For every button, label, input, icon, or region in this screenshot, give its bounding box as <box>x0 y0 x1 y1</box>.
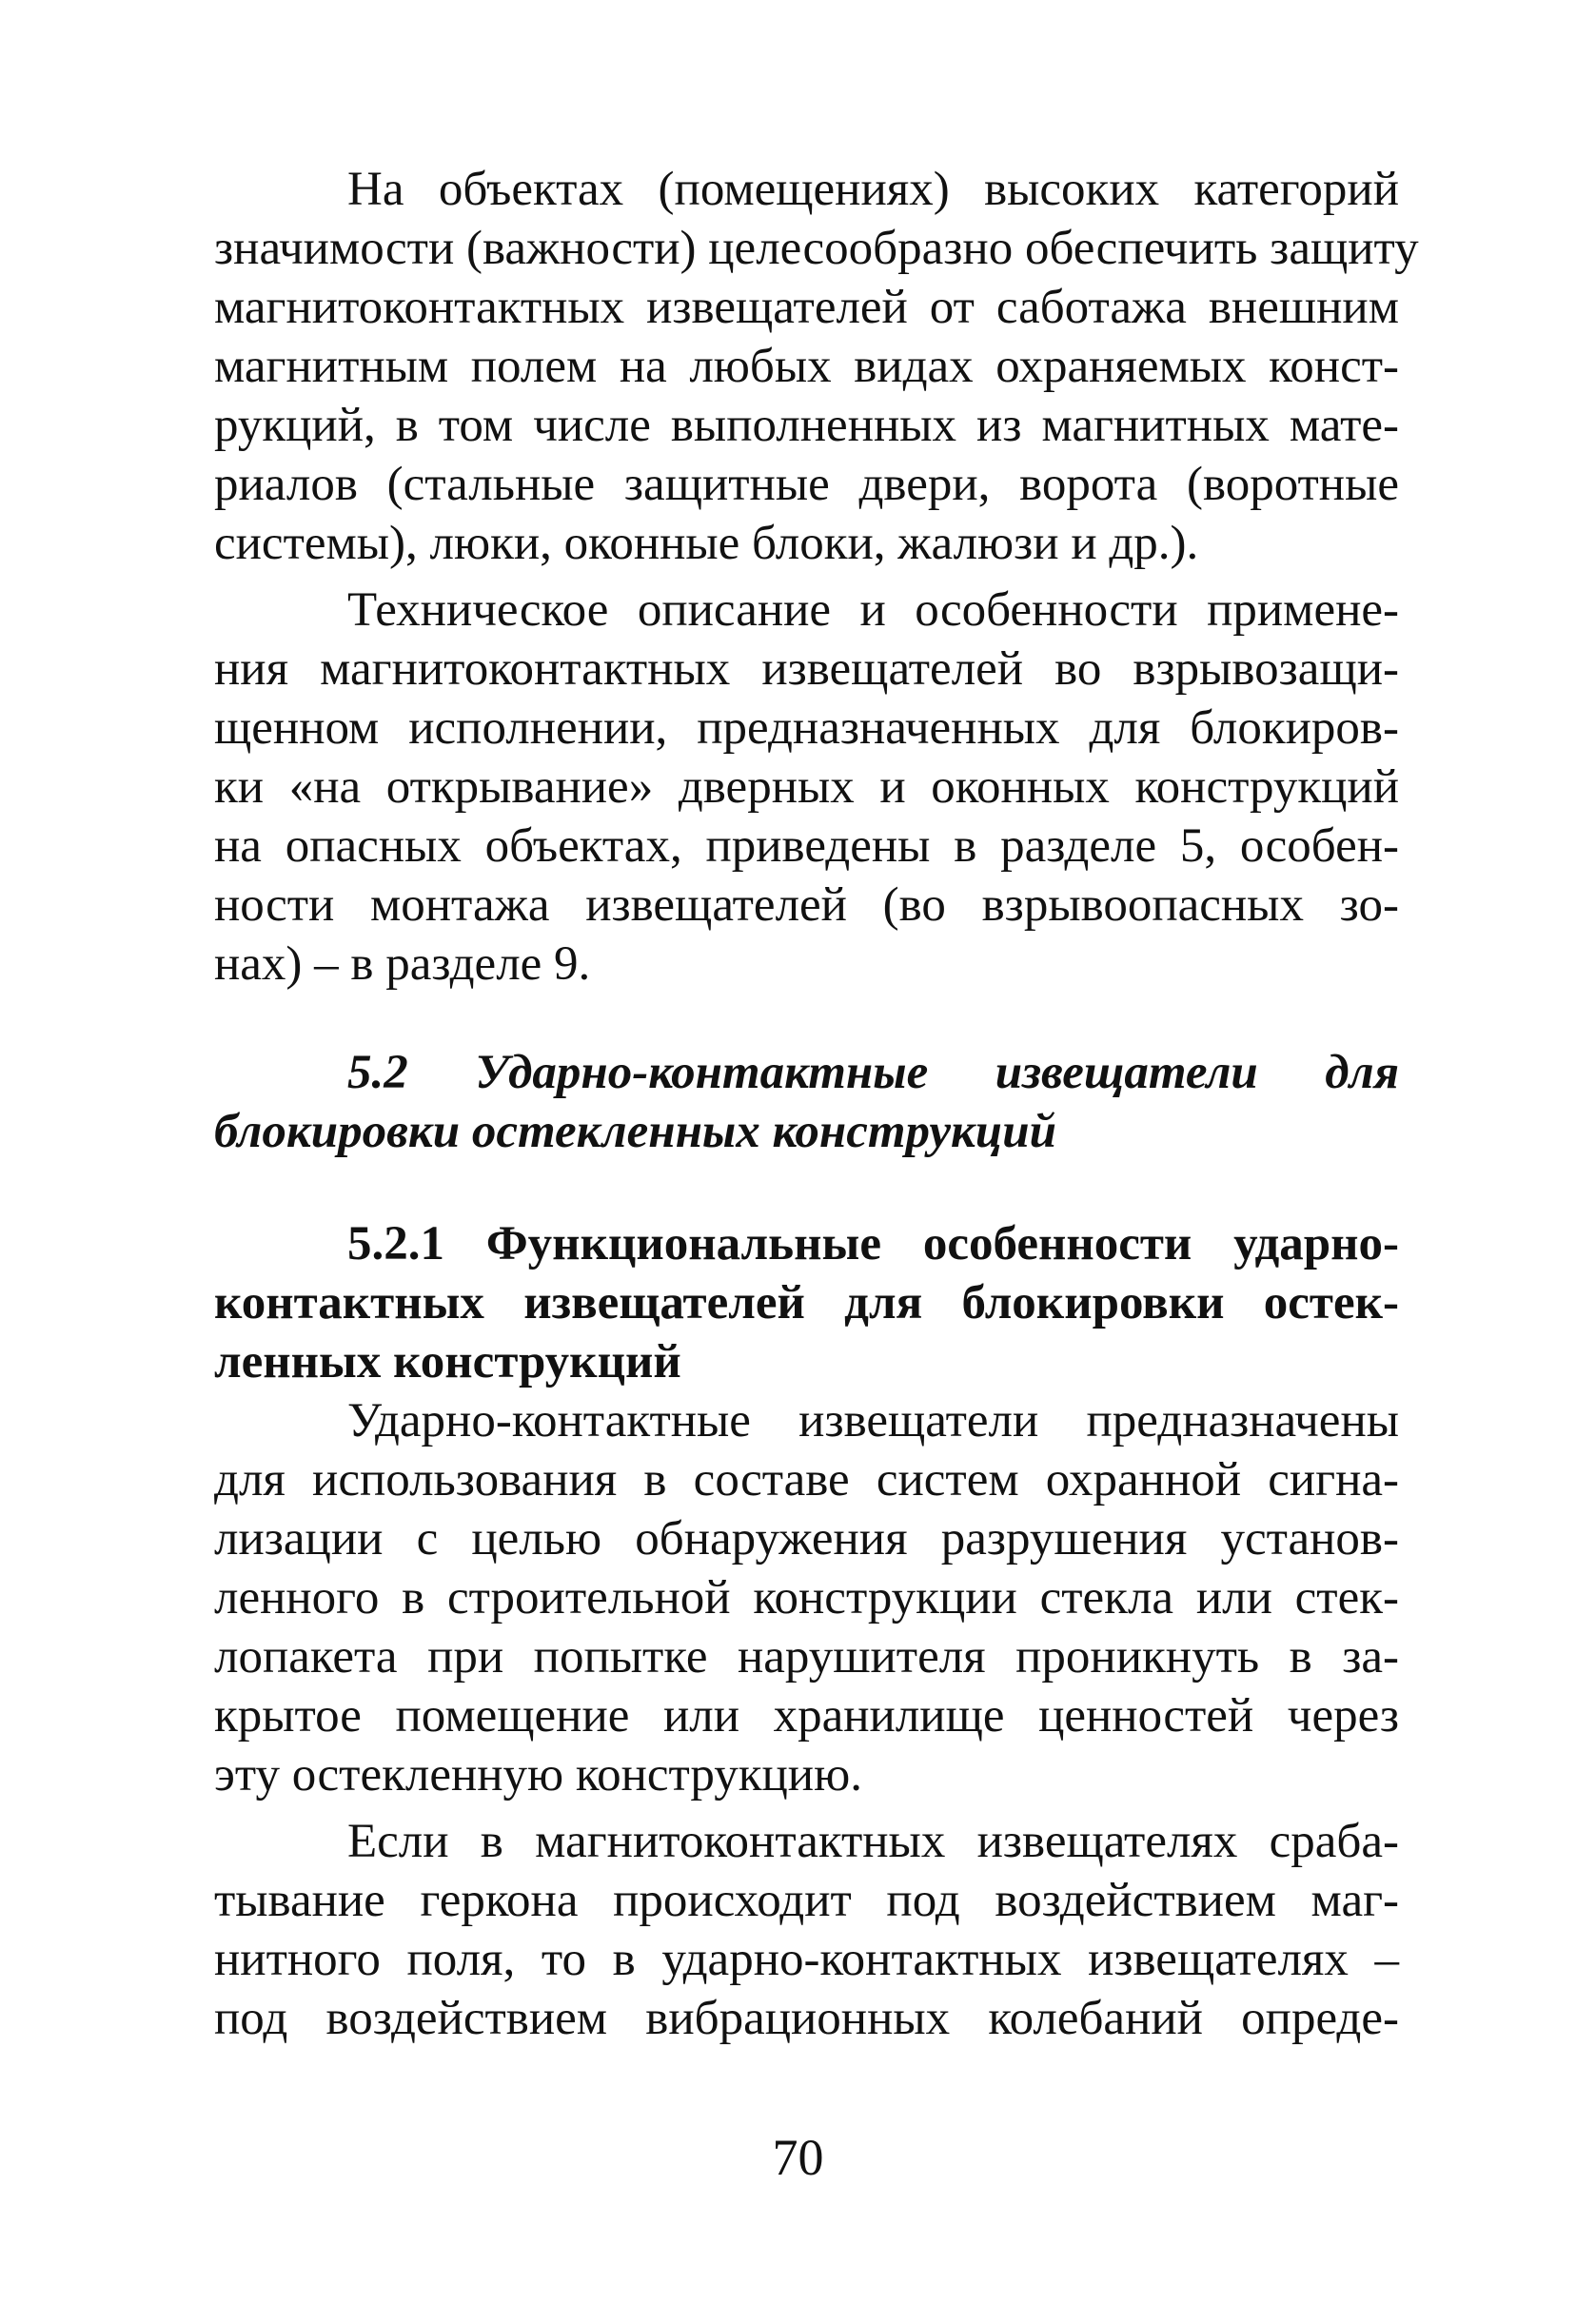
text-line: На объектах (помещениях) высоких категорий <box>347 163 1399 216</box>
text-line: Если в магнитоконтактных извещателях сраба- <box>347 1815 1399 1868</box>
heading-line: контактных извещателей для блокировки остек- <box>214 1276 1399 1329</box>
paragraph-1 <box>214 160 1419 573</box>
paragraph-3 <box>214 1391 1399 1804</box>
text-line: лопакета при попытке нарушителя проникнуть в за- <box>214 1630 1399 1684</box>
text-line: значимости (важности) целесообразно обеспечить защиту <box>214 222 1419 275</box>
text-line: нитного поля, то в ударно-контактных извещателях – <box>214 1933 1399 1986</box>
heading-line: 5.2 Ударно-контактные извещатели для <box>347 1046 1399 1099</box>
text-line: ности монтажа извещателей (во взрывоопасных зо- <box>214 878 1399 932</box>
paragraph-2 <box>214 581 1399 994</box>
section-heading <box>214 1043 1399 1161</box>
heading-line: 5.2.1 Функциональные особенности ударно- <box>347 1217 1399 1270</box>
page-number: 70 <box>772 2129 824 2186</box>
text-line: щенном исполнении, предназначенных для блокиров- <box>214 701 1399 755</box>
text-line: риалов (стальные защитные двери, ворота (воротные <box>214 458 1399 511</box>
subsection-heading <box>214 1214 1399 1391</box>
text-line: для использования в составе систем охранной сигна- <box>214 1453 1399 1506</box>
text-line: магнитоконтактных извещателей от саботажа внешним <box>214 281 1399 334</box>
heading-line: блокировки остекленных конструкций <box>214 1105 1056 1158</box>
text-line: крытое помещение или хранилище ценностей через <box>214 1689 1399 1743</box>
text-line: Техническое описание и особенности примене- <box>347 583 1399 637</box>
text-line: на опасных объектах, приведены в разделе 5, особен- <box>214 819 1399 873</box>
text-line: Ударно-контактные извещатели предназначены <box>347 1394 1399 1447</box>
text-line: нах) – в разделе 9. <box>214 937 591 991</box>
text-line: магнитным полем на любых видах охраняемых конст- <box>214 340 1399 393</box>
text-line: системы), люки, оконные блоки, жалюзи и др.). <box>214 517 1199 570</box>
text-line: эту остекленную конструкцию. <box>214 1748 862 1802</box>
text-line: ки «на открывание» дверных и оконных конструкций <box>214 760 1399 814</box>
text-line: ленного в строительной конструкции стекла или стек- <box>214 1571 1399 1625</box>
text-line: лизации с целью обнаружения разрушения установ- <box>214 1512 1399 1566</box>
page-content <box>214 160 1419 2048</box>
text-line: тывание геркона происходит под воздействием маг- <box>214 1874 1399 1927</box>
heading-line: ленных конструкций <box>214 1335 681 1388</box>
paragraph-4 <box>214 1812 1399 2048</box>
text-line: под воздействием вибрационных колебаний опреде- <box>214 1992 1399 2045</box>
text-line: ния магнитоконтактных извещателей во взрывозащи- <box>214 642 1399 696</box>
text-line: рукций, в том числе выполненных из магнитных мате- <box>214 399 1399 452</box>
